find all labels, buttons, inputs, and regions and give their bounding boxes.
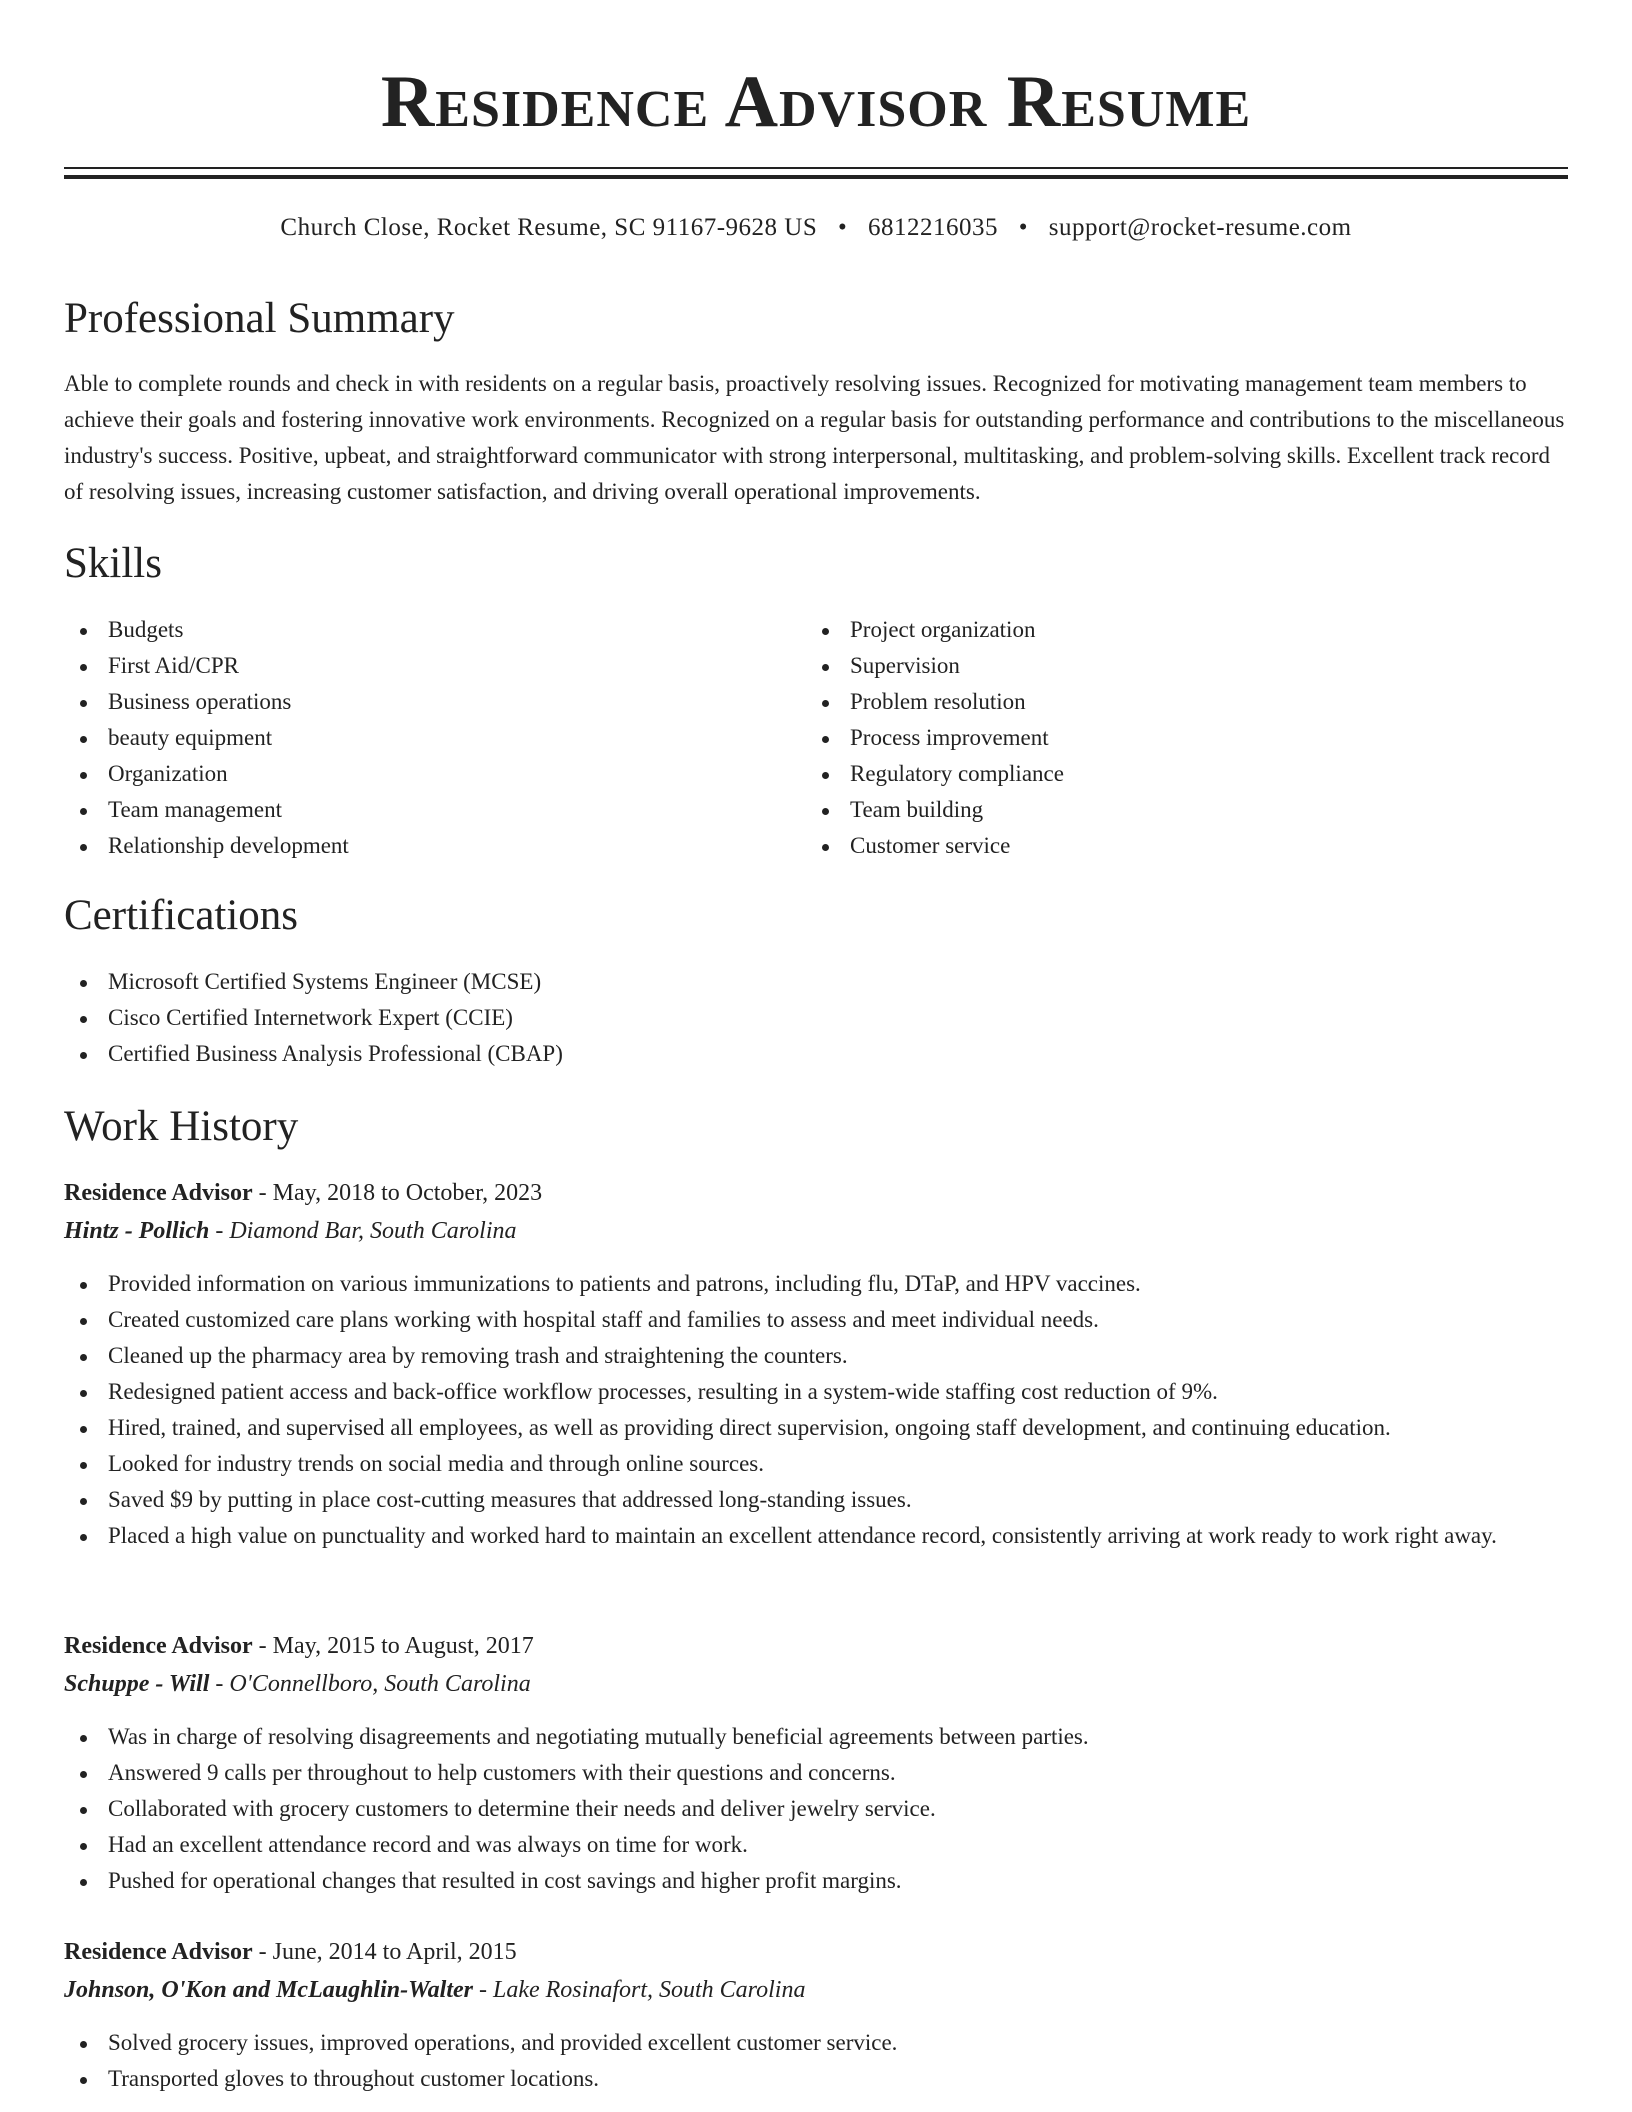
list-item: Saved $9 by putting in place cost-cutting measures that addressed long-standing issues. (64, 1482, 1568, 1518)
list-item: Redesigned patient access and back-office workflow processes, resulting in a system-wide staffing cost reduction of 9%. (64, 1374, 1568, 1410)
resume-page (64, 0, 1568, 2091)
contact-address: Church Close, Rocket Resume, SC 91167-9628 US (280, 214, 818, 241)
list-item: Customer service (806, 828, 1546, 864)
list-item: Problem resolution (806, 684, 1546, 720)
title-divider-thick (64, 175, 1568, 179)
job-location: - O'Connellboro, South Carolina (209, 1671, 531, 1697)
job-location: - Lake Rosinafort, South Carolina (473, 1977, 806, 2003)
contact-email: support@rocket-resume.com (1048, 214, 1352, 241)
list-item: Collaborated with grocery customers to determine their needs and deliver jewelry service. (64, 1791, 1568, 1827)
list-item: Transported gloves to throughout customer locations. (64, 2061, 1568, 2097)
list-item: Pushed for operational changes that resulted in cost savings and higher profit margins. (64, 1863, 1568, 1899)
job-role: Residence Advisor (64, 1633, 253, 1659)
job-company-line (64, 1665, 1568, 1703)
contact-line (64, 214, 1568, 242)
contact-phone: 6812216035 (868, 214, 999, 241)
list-item: Business operations (64, 684, 804, 720)
list-item: Placed a high value on punctuality and worked hard to maintain an excellent attendance record, consistently arriving at work ready to work right away. (64, 1518, 1568, 1554)
summary-text: Able to complete rounds and check in with residents on a regular basis, proactively resolving issues. Recognized for motivating management team members to achieve their goals and fostering innovative work environments. Recognized on a regular basis for outstanding performance and contributions to the miscellaneous industry's success. Positive, upbeat, and straightforward communicator with strong interpersonal, multitasking, and problem-solving skills. Excellent track record of resolving issues, increasing customer satisfaction, and driving overall operational improvements. (64, 371, 1565, 504)
job-duties-list (64, 1266, 1568, 1554)
list-item: Project organization (806, 612, 1546, 648)
list-item: Cleaned up the pharmacy area by removing trash and straightening the counters. (64, 1338, 1568, 1374)
page-title: Residence Advisor Resume (380, 61, 1252, 143)
job-dates: - May, 2018 to October, 2023 (252, 1180, 543, 1206)
contact-separator: • (1018, 214, 1029, 241)
job-role: Residence Advisor (64, 1939, 253, 1965)
list-item: First Aid/CPR (64, 648, 804, 684)
list-item: Organization (64, 756, 804, 792)
job-company-line (64, 1212, 1568, 1250)
list-item: Created customized care plans working with hospital staff and families to assess and meet individual needs. (64, 1302, 1568, 1338)
job-duties-list (64, 1719, 1568, 1899)
contact-separator: • (838, 214, 848, 241)
job-title-line (64, 1627, 1568, 1665)
job-title-line (64, 1933, 1568, 1971)
title-divider-thin (64, 167, 1568, 169)
list-item: Certified Business Analysis Professional (CBAP) (64, 1036, 1568, 1072)
list-item: Team building (806, 792, 1546, 828)
job-role: Residence Advisor (64, 1180, 253, 1206)
job-duties-list (64, 2025, 1568, 2097)
list-item: Regulatory compliance (806, 756, 1546, 792)
job-company: Schuppe - Will (64, 1671, 210, 1697)
skills-list-left (64, 612, 804, 864)
job-company: Hintz - Pollich (64, 1218, 210, 1244)
list-item: Relationship development (64, 828, 804, 864)
job-company: Johnson, O'Kon and McLaughlin-Walter (64, 1977, 473, 2003)
job-dates: - June, 2014 to April, 2015 (252, 1939, 517, 1965)
list-item: Cisco Certified Internetwork Expert (CCIE) (64, 1000, 1568, 1036)
job-entry (64, 1627, 1568, 1899)
list-item: beauty equipment (64, 720, 804, 756)
list-item: Solved grocery issues, improved operations, and provided excellent customer service. (64, 2025, 1568, 2061)
work-history-heading: Work History (64, 1103, 299, 1150)
list-item: Was in charge of resolving disagreements and negotiating mutually beneficial agreements between parties. (64, 1719, 1568, 1755)
list-item: Process improvement (806, 720, 1546, 756)
job-company-line (64, 1971, 1568, 2009)
job-dates: - May, 2015 to August, 2017 (252, 1633, 534, 1659)
list-item: Answered 9 calls per throughout to help customers with their questions and concerns. (64, 1755, 1568, 1791)
job-entry (64, 1174, 1568, 1554)
list-item: Provided information on various immunizations to patients and patrons, including flu, DTaP, and HPV vaccines. (64, 1266, 1568, 1302)
list-item: Microsoft Certified Systems Engineer (MCSE) (64, 964, 1568, 1000)
job-title-line (64, 1174, 1568, 1212)
certifications-list (64, 964, 1568, 1072)
list-item: Supervision (806, 648, 1546, 684)
skills-list-right (806, 612, 1546, 864)
job-location: - Diamond Bar, South Carolina (209, 1218, 517, 1244)
skills-heading: Skills (64, 540, 162, 587)
list-item: Team management (64, 792, 804, 828)
job-entry (64, 1933, 1568, 2097)
list-item: Had an excellent attendance record and was always on time for work. (64, 1827, 1568, 1863)
summary-heading: Professional Summary (64, 295, 455, 342)
list-item: Hired, trained, and supervised all employees, as well as providing direct supervision, ongoing staff development, and continuing education. (64, 1410, 1568, 1446)
list-item: Looked for industry trends on social media and through online sources. (64, 1446, 1568, 1482)
certifications-heading: Certifications (64, 892, 299, 939)
list-item: Budgets (64, 612, 804, 648)
